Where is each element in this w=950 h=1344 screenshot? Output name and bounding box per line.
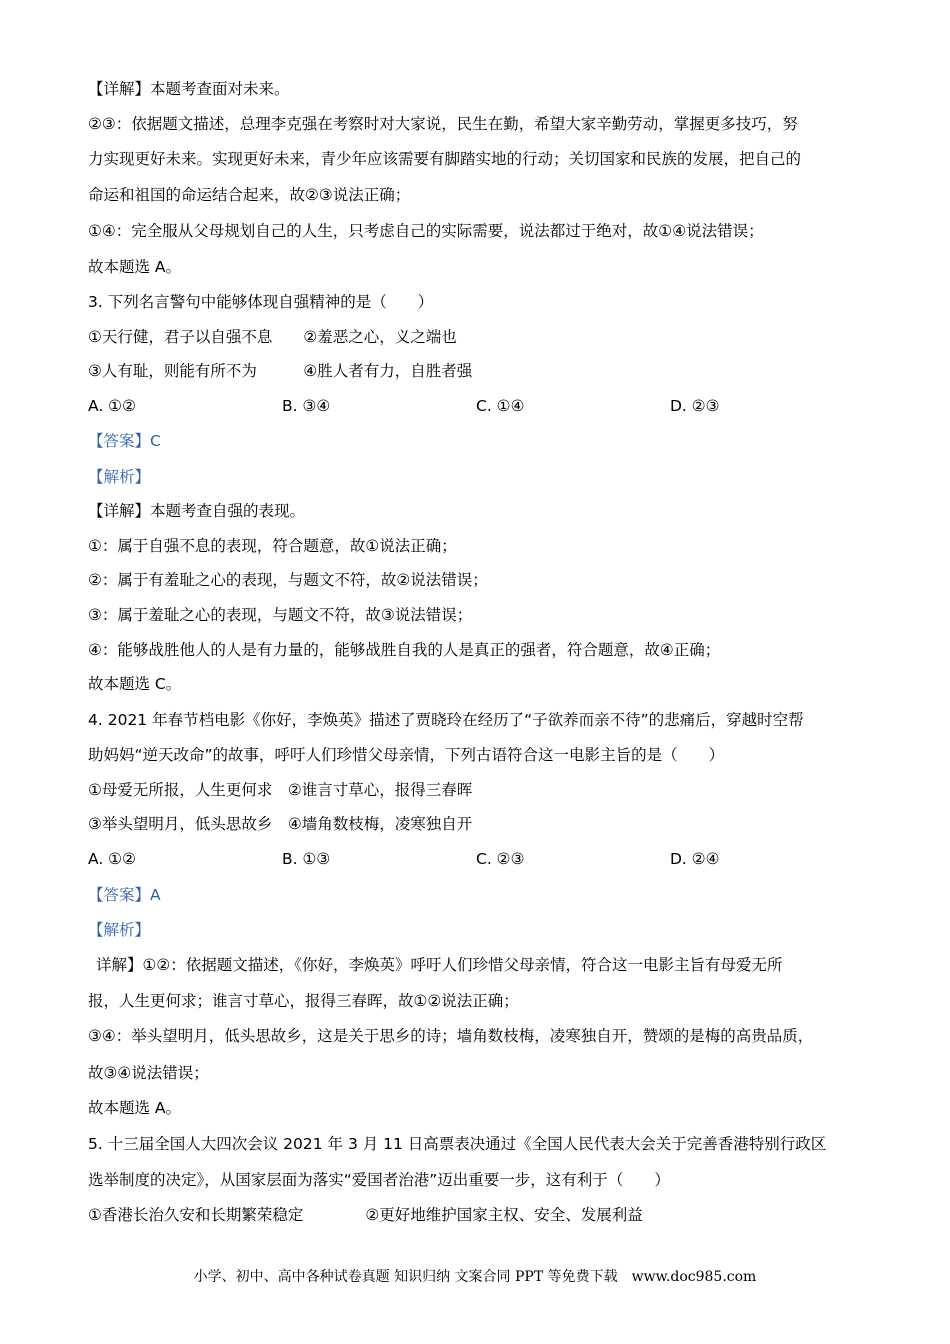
text-line: ②③：依据题文描述，总理李克强在考察时对大家说，民生在勤，希望大家辛勤劳动，掌握更多技巧，努 xyxy=(88,115,798,133)
option-d: D. ②③ xyxy=(670,397,720,415)
analysis-label: 【解析】 xyxy=(88,921,151,939)
text-line: 【详解】本题考查面对未来。 xyxy=(88,80,290,98)
option-a: A. ①② xyxy=(88,850,136,868)
option-c: C. ①④ xyxy=(476,397,525,415)
option-a: A. ①② xyxy=(88,397,136,415)
text-line: 力实现更好未来。实现更好未来，青少年应该需要有脚踏实地的行动；关切国家和民族的发展，把自己的 xyxy=(88,150,802,168)
text-line: 故本题选 C。 xyxy=(88,675,182,693)
text-line: 故③④说法错误； xyxy=(88,1064,209,1082)
text-line: 报，人生更何求；谁言寸草心，报得三春晖，故①②说法正确； xyxy=(88,992,519,1010)
question-stem: 5. 十三届全国人大四次会议 2021 年 3 月 11 日高票表决通过《全国人民代表大会关于完善香港特别行政区 xyxy=(88,1135,827,1153)
text-line: ③：属于羞耻之心的表现，与题文不符，故③说法错误； xyxy=(88,606,473,624)
text-line: ②：属于有羞耻之心的表现，与题文不符，故②说法错误； xyxy=(88,571,488,589)
text-line: 【详解】本题考查自强的表现。 xyxy=(88,502,306,520)
option-c: C. ②③ xyxy=(476,850,525,868)
option-d: D. ②④ xyxy=(670,850,720,868)
page-footer: 小学、初中、高中各种试卷真题 知识归纳 文案合同 PPT 等免费下载 www.doc985.com xyxy=(193,1269,757,1285)
question-item: ③举头望明月，低头思故乡 ④墙角数枝梅，凌寒独自开 xyxy=(88,815,473,833)
answer-label: 【答案】C xyxy=(88,432,161,450)
question-item: ①香港长治久安和长期繁荣稳定 ②更好地维护国家主权、安全、发展利益 xyxy=(88,1206,643,1224)
question-item: ①天行健，君子以自强不息 ②羞恶之心，义之端也 xyxy=(88,328,457,346)
text-line: 故本题选 A。 xyxy=(88,258,182,276)
text-line: ①：属于自强不息的表现，符合题意，故①说法正确； xyxy=(88,537,457,555)
question-stem: 助妈妈“逆天改命”的故事，呼吁人们珍惜父母亲情，下列古语符合这一电影主旨的是（ ） xyxy=(88,746,725,764)
text-line: ①④：完全服从父母规划自己的人生，只考虑自己的实际需要，说法都过于绝对，故①④说法错误； xyxy=(88,222,764,240)
text-line: ③④：举头望明月，低头思故乡，这是关于思乡的诗；墙角数枝梅，凌寒独自开，赞颂的是梅的高贵品质， xyxy=(88,1027,814,1045)
question-stem: 4. 2021 年春节档电影《你好，李焕英》描述了贾晓玲在经历了“子欲养而亲不待”的悲痛后，穿越时空帮 xyxy=(88,711,804,729)
text-line: 命运和祖国的命运结合起来，故②③说法正确； xyxy=(88,186,411,204)
text-line: ④：能够战胜他人的人是有力量的，能够战胜自我的人是真正的强者，符合题意，故④正确； xyxy=(88,641,721,659)
question-stem: 选举制度的决定》，从国家层面为落实“爱国者治港”迈出重要一步，这有利于（ ） xyxy=(88,1171,670,1189)
answer-label: 【答案】A xyxy=(88,886,161,904)
option-b: B. ①③ xyxy=(282,850,331,868)
analysis-label: 【解析】 xyxy=(88,468,151,486)
option-b: B. ③④ xyxy=(282,397,331,415)
question-item: ③人有耻，则能有所不为 ④胜人者有力，自胜者强 xyxy=(88,362,473,380)
text-line: 详解】①②：依据题文描述，《你好，李焕英》呼吁人们珍惜父母亲情，符合这一电影主旨有母爱无所 xyxy=(96,956,783,974)
question-stem: 3. 下列名言警句中能够体现自强精神的是（ ） xyxy=(88,293,434,311)
question-item: ①母爱无所报，人生更何求 ②谁言寸草心，报得三春晖 xyxy=(88,781,473,799)
text-line: 故本题选 A。 xyxy=(88,1099,182,1117)
